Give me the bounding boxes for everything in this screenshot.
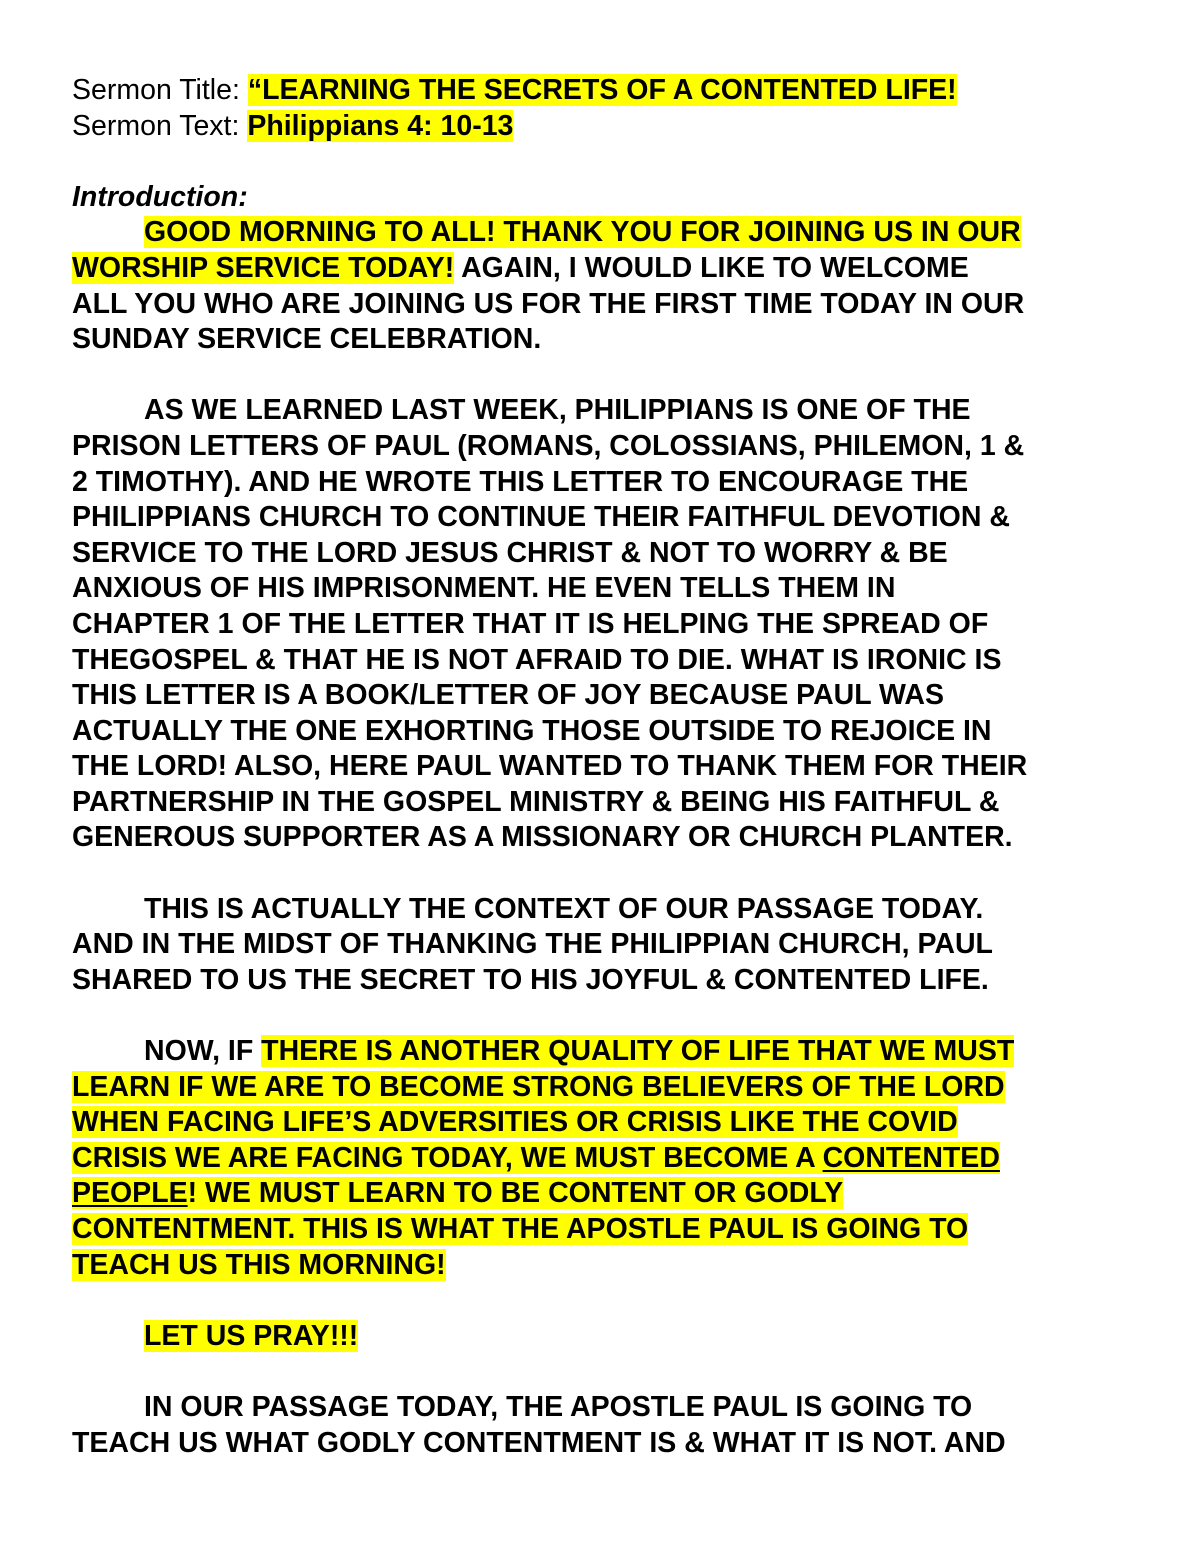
spacer xyxy=(72,144,1160,180)
paragraph-2-line: THIS LETTER IS A BOOK/LETTER OF JOY BECAUSE PAUL WAS xyxy=(72,679,944,712)
paragraph-2-line: 2 TIMOTHY). AND HE WROTE THIS LETTER TO ENCOURAGE THE xyxy=(72,465,969,498)
paragraph-1-line-4: SUNDAY SERVICE CELEBRATION. xyxy=(72,323,542,356)
paragraph-2-line: PRISON LETTERS OF PAUL (ROMANS, COLOSSIANS, PHILEMON, 1 & xyxy=(72,429,1025,462)
people-underlined: PEOPLE xyxy=(72,1177,188,1210)
paragraph-4-line-5: PEOPLE! WE MUST LEARN TO BE CONTENT OR GODLY xyxy=(72,1177,844,1210)
spacer xyxy=(72,856,1160,892)
spacer xyxy=(72,1283,1160,1319)
paragraph-2-line: ANXIOUS OF HIS IMPRISONMENT. HE EVEN TELLS THEM IN xyxy=(72,572,896,605)
paragraph-4-line-7: TEACH US THIS MORNING! xyxy=(72,1248,446,1281)
sermon-title-label: Sermon Title: xyxy=(72,74,248,106)
paragraph-1-line-2: WORSHIP SERVICE TODAY! AGAIN, I WOULD LIKE TO WELCOME xyxy=(72,251,969,284)
paragraph-3-line: SHARED TO US THE SECRET TO HIS JOYFUL & CONTENTED LIFE. xyxy=(72,963,989,996)
spacer xyxy=(72,1354,1160,1390)
paragraph-4-line-1: NOW, IF THERE IS ANOTHER QUALITY OF LIFE THAT WE MUST xyxy=(144,1035,1015,1068)
introduction-heading: Introduction: xyxy=(72,180,248,213)
sermon-text-label: Sermon Text: xyxy=(72,109,248,142)
sermon-text-value: Philippians 4: 10-13 xyxy=(247,109,514,142)
paragraph-3-line: AND IN THE MIDST OF THANKING THE PHILIPPIAN CHURCH, PAUL xyxy=(72,928,993,961)
worship-service-highlight: WORSHIP SERVICE TODAY! xyxy=(72,251,455,284)
paragraph-4-line-6: CONTENTMENT. THIS IS WHAT THE APOSTLE PAUL IS GOING TO xyxy=(72,1213,969,1245)
welcome-highlight: GOOD MORNING TO ALL! THANK YOU FOR JOINING US IN OUR xyxy=(144,216,1021,249)
let-us-pray-line xyxy=(72,1319,1160,1355)
paragraph-2-line: AS WE LEARNED LAST WEEK, PHILIPPIANS IS ONE OF THE xyxy=(144,394,971,427)
paragraph-2-line: THE LORD! ALSO, HERE PAUL WANTED TO THANK THEM FOR THEIR xyxy=(72,750,1028,783)
spacer xyxy=(72,998,1160,1034)
sermon-title-value: “LEARNING THE SECRETS OF A CONTENTED LIFE! xyxy=(247,74,957,106)
paragraph-6-line: TEACH US WHAT GODLY CONTENTMENT IS & WHAT IT IS NOT. AND xyxy=(72,1426,1006,1459)
paragraph-6-line: IN OUR PASSAGE TODAY, THE APOSTLE PAUL IS GOING TO xyxy=(144,1390,973,1423)
paragraph-4-line-4: CRISIS WE ARE FACING TODAY, WE MUST BECOME A CONTENTED xyxy=(72,1141,1000,1174)
quality-highlight: THERE IS ANOTHER QUALITY OF LIFE THAT WE MUST xyxy=(261,1035,1015,1068)
paragraph-2-line: SERVICE TO THE LORD JESUS CHRIST & NOT TO WORRY & BE xyxy=(72,536,948,569)
paragraph-1-line-3: ALL YOU WHO ARE JOINING US FOR THE FIRST TIME TODAY IN OUR xyxy=(72,287,1025,320)
paragraph-2-line: THEGOSPEL & THAT HE IS NOT AFRAID TO DIE. WHAT IS IRONIC IS xyxy=(72,643,1002,676)
paragraph-2-line: CHAPTER 1 OF THE LETTER THAT IT IS HELPING THE SPREAD OF xyxy=(72,607,989,640)
contented-underlined: CONTENTED xyxy=(822,1141,1000,1174)
paragraph-2-line: PARTNERSHIP IN THE GOSPEL MINISTRY & BEING HIS FAITHFUL & xyxy=(72,785,1000,818)
paragraph-2-line: GENEROUS SUPPORTER AS A MISSIONARY OR CHURCH PLANTER. xyxy=(72,821,1013,854)
let-us-pray-highlight: LET US PRAY!!! xyxy=(144,1319,359,1352)
paragraph-1-line-1 xyxy=(72,215,1160,251)
paragraph-3-line: THIS IS ACTUALLY THE CONTEXT OF OUR PASSAGE TODAY. xyxy=(144,892,984,925)
sermon-title-line xyxy=(72,73,1160,109)
paragraph-4-line-3: WHEN FACING LIFE’S ADVERSITIES OR CRISIS LIKE THE COVID xyxy=(72,1106,958,1139)
paragraph-4-line-2: LEARN IF WE ARE TO BECOME STRONG BELIEVERS OF THE LORD xyxy=(72,1070,1005,1103)
paragraph-2-line: PHILIPPIANS CHURCH TO CONTINUE THEIR FAITHFUL DEVOTION & xyxy=(72,501,1010,534)
sermon-text-line xyxy=(72,109,1160,145)
paragraph-2-line: ACTUALLY THE ONE EXHORTING THOSE OUTSIDE TO REJOICE IN xyxy=(72,714,992,747)
spacer xyxy=(72,358,1160,394)
